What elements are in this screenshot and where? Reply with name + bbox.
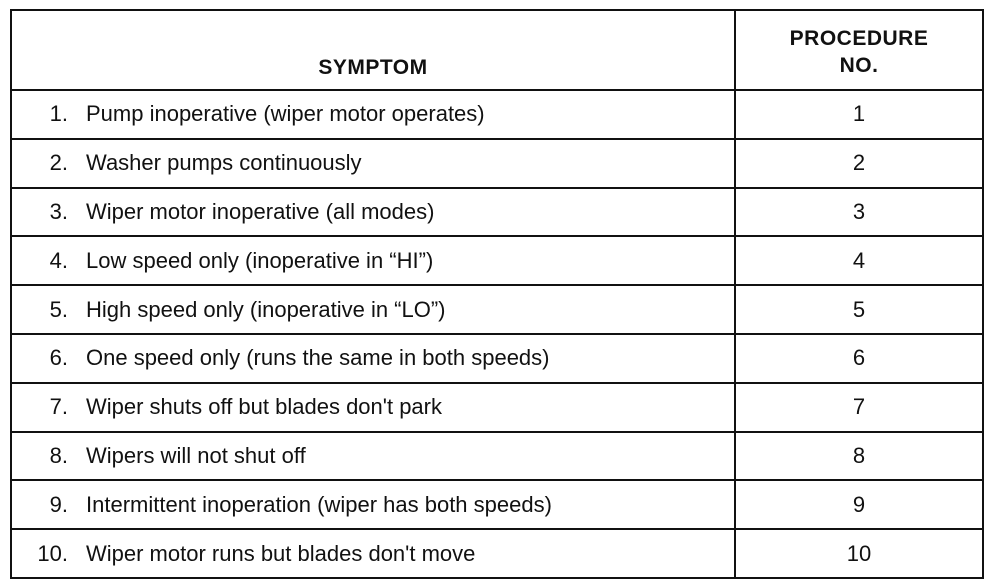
symptom-text: Wiper motor runs but blades don't move: [86, 540, 476, 566]
procedure-number: 10: [735, 529, 983, 578]
row-number: 4.: [49, 247, 68, 273]
procedure-number: 5: [735, 285, 983, 334]
symptom-procedure-table: [10, 9, 984, 579]
symptom-column-header: SYMPTOM: [11, 10, 735, 90]
procedure-number: 3: [735, 188, 983, 237]
row-number: 10.: [37, 540, 68, 566]
symptom-text: Low speed only (inoperative in “HI”): [86, 247, 434, 273]
row-number: 9.: [49, 491, 68, 517]
symptom-cell: [11, 383, 735, 432]
table-row: [11, 139, 983, 188]
table-row: [11, 480, 983, 529]
row-number: 5.: [49, 296, 68, 322]
table-row: [11, 285, 983, 334]
symptom-text: Wiper motor inoperative (all modes): [86, 198, 435, 224]
symptom-cell: [11, 90, 735, 139]
symptom-text: Washer pumps continuously: [86, 150, 362, 176]
row-number: 8.: [49, 442, 68, 468]
table-header-row: [11, 10, 983, 90]
procedure-column-header: [735, 10, 983, 90]
table-row: [11, 236, 983, 285]
table-row: [11, 383, 983, 432]
procedure-number: 9: [735, 480, 983, 529]
symptom-text: High speed only (inoperative in “LO”): [86, 296, 446, 322]
symptom-procedure-table-container: [10, 9, 982, 577]
row-number: 6.: [49, 345, 68, 371]
symptom-cell: [11, 139, 735, 188]
symptom-cell: [11, 529, 735, 578]
procedure-number: 4: [735, 236, 983, 285]
symptom-cell: [11, 334, 735, 383]
procedure-header-line1: PROCEDURE: [789, 27, 929, 50]
symptom-cell: [11, 480, 735, 529]
procedure-number: 1: [735, 90, 983, 139]
symptom-cell: [11, 188, 735, 237]
symptom-cell: [11, 432, 735, 481]
procedure-number: 7: [735, 383, 983, 432]
procedure-number: 6: [735, 334, 983, 383]
table-row: [11, 432, 983, 481]
table-row: [11, 90, 983, 139]
row-number: 3.: [49, 198, 68, 224]
table-row: [11, 188, 983, 237]
procedure-number: 2: [735, 139, 983, 188]
procedure-number: 8: [735, 432, 983, 481]
row-number: 2.: [49, 150, 68, 176]
row-number: 7.: [49, 394, 68, 420]
symptom-text: Pump inoperative (wiper motor operates): [86, 101, 485, 127]
symptom-text: Wipers will not shut off: [86, 442, 306, 468]
symptom-text: Wiper shuts off but blades don't park: [86, 394, 442, 420]
symptom-cell: [11, 285, 735, 334]
symptom-text: One speed only (runs the same in both speeds): [86, 345, 550, 371]
table-row: [11, 334, 983, 383]
procedure-header-line2: NO.: [839, 54, 879, 77]
row-number: 1.: [49, 101, 68, 127]
symptom-text: Intermittent inoperation (wiper has both speeds): [86, 491, 552, 517]
table-row: [11, 529, 983, 578]
symptom-cell: [11, 236, 735, 285]
